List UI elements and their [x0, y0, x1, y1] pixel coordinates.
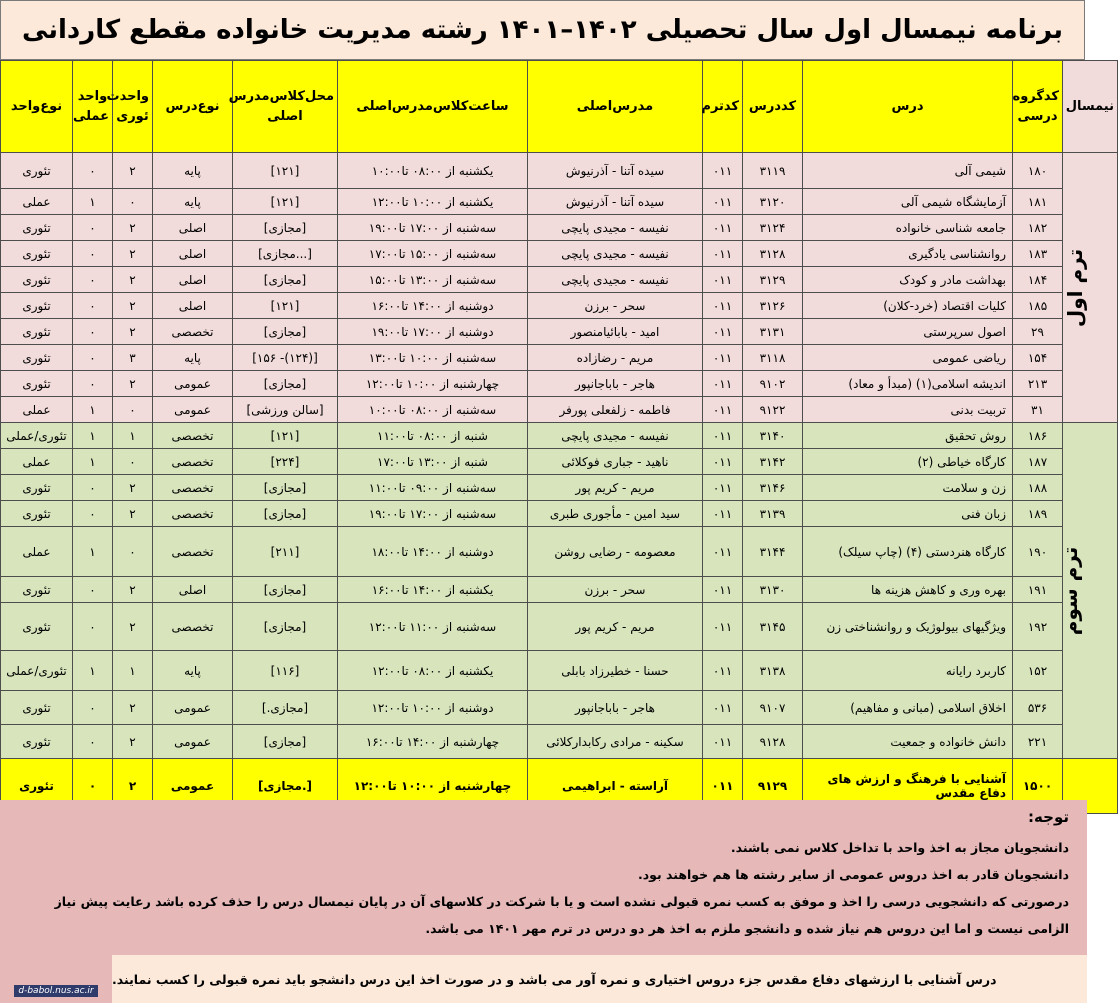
course-name-cell: آشنایی با فرهنگ و ارزش های دفاع مقدس [803, 759, 1013, 814]
location-cell: [مجازی] [233, 319, 338, 345]
practical-units-cell: ۰ [73, 603, 113, 651]
table-row [1, 345, 1118, 371]
term-code-cell: ۰۱۱ [703, 527, 743, 577]
course-name-cell: آزمایشگاه شیمی آلی [803, 189, 1013, 215]
course-code-cell: ۳۱۴۵ [743, 603, 803, 651]
term-code-cell: ۰۱۱ [703, 345, 743, 371]
table-row [1, 189, 1118, 215]
course-type-cell: تخصصی [153, 527, 233, 577]
course-code-cell: ۹۱۲۸ [743, 725, 803, 759]
header-term-code: کدترم [703, 61, 743, 153]
course-code-cell: ۳۱۳۹ [743, 501, 803, 527]
group-code-cell: ۱۸۶ [1013, 423, 1063, 449]
table-row [1, 371, 1118, 397]
header-row [1, 61, 1118, 153]
location-cell: [۱۲۱] [233, 293, 338, 319]
course-type-cell: تخصصی [153, 423, 233, 449]
practical-units-cell: ۰ [73, 759, 113, 814]
course-code-cell: ۳۱۲۴ [743, 215, 803, 241]
term-code-cell: ۰۱۱ [703, 759, 743, 814]
unit-type-cell: عملی [1, 449, 73, 475]
course-name-cell: زن و سلامت [803, 475, 1013, 501]
group-code-cell: ۲۹ [1013, 319, 1063, 345]
course-name-cell: اخلاق اسلامی (مبانی و مفاهیم) [803, 691, 1013, 725]
location-cell: [مجازی] [233, 215, 338, 241]
course-type-cell: تخصصی [153, 475, 233, 501]
course-name-cell: جامعه شناسی خانواده [803, 215, 1013, 241]
theory-units-cell: ۲ [113, 725, 153, 759]
location-cell: [(۱۲۴)- ۱۵۶] [233, 345, 338, 371]
course-type-cell: عمومی [153, 691, 233, 725]
time-cell: سه‌شنبه از ۱۱:۰۰ تا۱۲:۰۰ [338, 603, 528, 651]
course-code-cell: ۳۱۲۸ [743, 241, 803, 267]
term-code-cell: ۰۱۱ [703, 267, 743, 293]
course-name-cell: کلیات اقتصاد (خرد-کلان) [803, 293, 1013, 319]
course-name-cell: ریاضی عمومی [803, 345, 1013, 371]
header-theory-units: واحدت ئوری [113, 61, 153, 153]
group-code-cell: ۱۵۴ [1013, 345, 1063, 371]
term-code-cell: ۰۱۱ [703, 603, 743, 651]
practical-units-cell: ۰ [73, 501, 113, 527]
unit-type-cell: تئوری [1, 215, 73, 241]
unit-type-cell: تئوری [1, 577, 73, 603]
teacher-cell: مریم - کریم پور [528, 475, 703, 501]
course-code-cell: ۳۱۴۰ [743, 423, 803, 449]
practical-units-cell: ۱ [73, 423, 113, 449]
time-cell: یکشنبه از ۰۸:۰۰ تا۱۲:۰۰ [338, 651, 528, 691]
course-code-cell: ۹۱۲۲ [743, 397, 803, 423]
table-row [1, 691, 1118, 725]
time-cell: سه‌شنبه از ۱۷:۰۰ تا۱۹:۰۰ [338, 215, 528, 241]
course-code-cell: ۹۱۰۷ [743, 691, 803, 725]
course-name-cell: روش تحقیق [803, 423, 1013, 449]
unit-type-cell: تئوری [1, 725, 73, 759]
location-cell: [۲۱۱] [233, 527, 338, 577]
header-course-code: کددرس [743, 61, 803, 153]
group-code-cell: ۱۵۲ [1013, 651, 1063, 691]
course-name-cell: بهداشت مادر و کودک [803, 267, 1013, 293]
teacher-cell: فاطمه - زلفعلی پورفر [528, 397, 703, 423]
unit-type-cell: تئوری [1, 603, 73, 651]
theory-units-cell: ۲ [113, 215, 153, 241]
group-code-cell: ۱۸۲ [1013, 215, 1063, 241]
semester-label: ترم اول [1062, 248, 1087, 327]
semester-cell [1057, 423, 1118, 759]
course-type-cell: عمومی [153, 371, 233, 397]
term-code-cell: ۰۱۱ [703, 397, 743, 423]
theory-units-cell: ۲ [113, 241, 153, 267]
teacher-cell: هاجر - باباجانپور [528, 691, 703, 725]
semester-label: ترم سوم [1057, 546, 1082, 635]
theory-units-cell: ۲ [113, 153, 153, 189]
location-cell: [۱۲۱] [233, 153, 338, 189]
teacher-cell: حسنا - خطیرزاد بابلی [528, 651, 703, 691]
practical-units-cell: ۱ [73, 397, 113, 423]
table-row [1, 725, 1118, 759]
time-cell: دوشنبه از ۱۰:۰۰ تا۱۲:۰۰ [338, 691, 528, 725]
course-code-cell: ۳۱۳۰ [743, 577, 803, 603]
theory-units-cell: ۲ [113, 475, 153, 501]
time-cell: چهارشنبه از ۱۴:۰۰ تا۱۶:۰۰ [338, 725, 528, 759]
group-code-cell: ۱۸۴ [1013, 267, 1063, 293]
table-row [1, 241, 1118, 267]
theory-units-cell: ۲ [113, 319, 153, 345]
table-row [1, 215, 1118, 241]
time-cell: چهارشنبه از ۱۰:۰۰ تا۱۲:۰۰ [338, 759, 528, 814]
table-row [1, 603, 1118, 651]
table-row [1, 397, 1118, 423]
group-code-cell: ۵۳۶ [1013, 691, 1063, 725]
footer-note: درس آشنایی با ارزشهای دفاع مقدس جزء دروس اختیاری و نمره آور می باشد و در صورت اخذ این درس دانشجو باید نمره قبولی را کسب نمایند. [112, 955, 1087, 1003]
theory-units-cell: ۱ [113, 651, 153, 691]
notes-section [0, 800, 1087, 955]
term-code-cell: ۰۱۱ [703, 371, 743, 397]
group-code-cell: ۱۸۹ [1013, 501, 1063, 527]
course-name-cell: ویژگیهای بیولوژیک و روانشناختی زن [803, 603, 1013, 651]
teacher-cell: مریم - رضازاده [528, 345, 703, 371]
group-code-cell: ۱۸۸ [1013, 475, 1063, 501]
group-code-cell: ۱۹۱ [1013, 577, 1063, 603]
time-cell: دوشنبه از ۱۴:۰۰ تا۱۶:۰۰ [338, 293, 528, 319]
course-type-cell: اصلی [153, 293, 233, 319]
time-cell: دوشنبه از ۱۷:۰۰ تا۱۹:۰۰ [338, 319, 528, 345]
table-row [1, 501, 1118, 527]
term-code-cell: ۰۱۱ [703, 153, 743, 189]
header-course-type: نوع‌درس [153, 61, 233, 153]
term-code-cell: ۰۱۱ [703, 501, 743, 527]
location-cell: [.مجازی] [233, 759, 338, 814]
table-row [1, 293, 1118, 319]
theory-units-cell: ۲ [113, 501, 153, 527]
time-cell: سه‌شنبه از ۱۳:۰۰ تا۱۵:۰۰ [338, 267, 528, 293]
course-code-cell: ۳۱۱۸ [743, 345, 803, 371]
page-title: برنامه نیمسال اول سال تحصیلی ۱۴۰۲–۱۴۰۱ رشته مدیریت خانواده مقطع کاردانی [0, 0, 1085, 60]
location-cell: [۱۲۱] [233, 189, 338, 215]
course-name-cell: اندیشه اسلامی(۱) (مبدأ و معاد) [803, 371, 1013, 397]
table-row [1, 319, 1118, 345]
practical-units-cell: ۰ [73, 153, 113, 189]
practical-units-cell: ۰ [73, 725, 113, 759]
course-type-cell: پایه [153, 189, 233, 215]
term-code-cell: ۰۱۱ [703, 319, 743, 345]
course-name-cell: کاربرد رایانه [803, 651, 1013, 691]
time-cell: یکشنبه از ۱۴:۰۰ تا۱۶:۰۰ [338, 577, 528, 603]
course-type-cell: عمومی [153, 759, 233, 814]
unit-type-cell: عملی [1, 189, 73, 215]
header-group-code: کدگروه درسی [1013, 61, 1063, 153]
teacher-cell: مریم - کریم پور [528, 603, 703, 651]
course-type-cell: عمومی [153, 725, 233, 759]
teacher-cell: سیده آتنا - آذرنیوش [528, 153, 703, 189]
course-type-cell: اصلی [153, 215, 233, 241]
course-code-cell: ۳۱۴۲ [743, 449, 803, 475]
group-code-cell: ۱۵۰۰ [1013, 759, 1063, 814]
theory-units-cell: ۲ [113, 759, 153, 814]
location-cell: [سالن ورزشی] [233, 397, 338, 423]
header-time: ساعت‌کلاس‌مدرس‌اصلی [338, 61, 528, 153]
teacher-cell: امید - بابائیامنصور [528, 319, 703, 345]
group-code-cell: ۱۹۰ [1013, 527, 1063, 577]
group-code-cell: ۱۸۷ [1013, 449, 1063, 475]
course-type-cell: اصلی [153, 267, 233, 293]
site-watermark[interactable] [0, 955, 112, 1003]
term-code-cell: ۰۱۱ [703, 725, 743, 759]
group-code-cell: ۳۱ [1013, 397, 1063, 423]
course-type-cell: پایه [153, 651, 233, 691]
location-cell: [مجازی] [233, 725, 338, 759]
teacher-cell: ناهید - جباری فوکلائی [528, 449, 703, 475]
time-cell: سه‌شنبه از ۱۷:۰۰ تا۱۹:۰۰ [338, 501, 528, 527]
practical-units-cell: ۰ [73, 577, 113, 603]
teacher-cell: نفیسه - مجیدی پایچی [528, 215, 703, 241]
practical-units-cell: ۰ [73, 475, 113, 501]
location-cell: [۱۲۱] [233, 423, 338, 449]
teacher-cell: سید امین - مأجوری طبری [528, 501, 703, 527]
unit-type-cell: تئوری [1, 691, 73, 725]
theory-units-cell: ۲ [113, 293, 153, 319]
time-cell: یکشنبه از ۱۰:۰۰ تا۱۲:۰۰ [338, 189, 528, 215]
table-row [1, 475, 1118, 501]
location-cell: [۱۱۶] [233, 651, 338, 691]
course-type-cell: اصلی [153, 241, 233, 267]
course-code-cell: ۳۱۴۶ [743, 475, 803, 501]
course-type-cell: پایه [153, 153, 233, 189]
header-semester: نیمسال [1063, 61, 1118, 153]
course-type-cell: تخصصی [153, 449, 233, 475]
theory-units-cell: ۲ [113, 577, 153, 603]
practical-units-cell: ۰ [73, 241, 113, 267]
practical-units-cell: ۰ [73, 293, 113, 319]
header-unit-type: نوع‌واحد [1, 61, 73, 153]
course-type-cell: تخصصی [153, 501, 233, 527]
note-line: دانشجویان مجاز به اخذ واحد با تداخل کلاس نمی باشند. [730, 840, 1069, 855]
table-row [1, 527, 1118, 577]
teacher-cell: سحر - برزن [528, 577, 703, 603]
term-code-cell: ۰۱۱ [703, 423, 743, 449]
term-code-cell: ۰۱۱ [703, 475, 743, 501]
group-code-cell: ۱۸۰ [1013, 153, 1063, 189]
course-name-cell: کارگاه هنردستی (۴) (چاپ سیلک) [803, 527, 1013, 577]
unit-type-cell: تئوری [1, 501, 73, 527]
time-cell: سه‌شنبه از ۰۹:۰۰ تا۱۱:۰۰ [338, 475, 528, 501]
unit-type-cell: تئوری [1, 371, 73, 397]
practical-units-cell: ۰ [73, 215, 113, 241]
term-code-cell: ۰۱۱ [703, 449, 743, 475]
theory-units-cell: ۰ [113, 397, 153, 423]
note-line: الزامی نیست و اما این دروس هم نیاز شده و دانشجو ملزم به اخذ هر دو درس در ترم مهر ۱۴۰۱ می باشد. [425, 921, 1069, 936]
location-cell: [مجازی] [233, 267, 338, 293]
group-code-cell: ۲۲۱ [1013, 725, 1063, 759]
course-name-cell: تربیت بدنی [803, 397, 1013, 423]
unit-type-cell: تئوری/عملی [1, 651, 73, 691]
time-cell: شنبه از ۱۳:۰۰ تا۱۷:۰۰ [338, 449, 528, 475]
practical-units-cell: ۱ [73, 651, 113, 691]
unit-type-cell: تئوری [1, 153, 73, 189]
practical-units-cell: ۱ [73, 527, 113, 577]
course-type-cell: تخصصی [153, 603, 233, 651]
teacher-cell: سکینه - مرادی رکابدارکلائی [528, 725, 703, 759]
location-cell: [۲۲۴] [233, 449, 338, 475]
unit-type-cell: تئوری [1, 345, 73, 371]
time-cell: سه‌شنبه از ۱۰:۰۰ تا۱۳:۰۰ [338, 345, 528, 371]
course-code-cell: ۳۱۱۹ [743, 153, 803, 189]
time-cell: یکشنبه از ۰۸:۰۰ تا۱۰:۰۰ [338, 153, 528, 189]
semester-cell [1063, 153, 1118, 423]
header-teacher: مدرس‌اصلی [528, 61, 703, 153]
table-row [1, 651, 1118, 691]
unit-type-cell: تئوری/عملی [1, 423, 73, 449]
group-code-cell: ۱۸۱ [1013, 189, 1063, 215]
term-code-cell: ۰۱۱ [703, 189, 743, 215]
practical-units-cell: ۰ [73, 345, 113, 371]
watermark-text[interactable]: d-babol.nus.ac.ir [14, 985, 97, 997]
location-cell: [مجازی] [233, 577, 338, 603]
course-code-cell: ۹۱۲۹ [743, 759, 803, 814]
term-code-cell: ۰۱۱ [703, 691, 743, 725]
location-cell: [...مجازی] [233, 241, 338, 267]
course-code-cell: ۹۱۰۲ [743, 371, 803, 397]
time-cell: سه‌شنبه از ۱۵:۰۰ تا۱۷:۰۰ [338, 241, 528, 267]
teacher-cell: سیده آتنا - آذرنیوش [528, 189, 703, 215]
course-name-cell: اصول سرپرستی [803, 319, 1013, 345]
term-code-cell: ۰۱۱ [703, 215, 743, 241]
table-row [1, 423, 1118, 449]
schedule-body [1, 153, 1118, 814]
teacher-cell: معصومه - رضایی روشن [528, 527, 703, 577]
note-line: درصورتی که دانشجویی درسی را اخذ و موفق به کسب نمره قبولی نشده است و یا با شرکت در کلاسهای آن در پایان نیمسال درس را حذف کرده باشد رعایت پیش نیاز [54, 894, 1069, 909]
group-code-cell: ۲۱۳ [1013, 371, 1063, 397]
theory-units-cell: ۰ [113, 449, 153, 475]
term-code-cell: ۰۱۱ [703, 293, 743, 319]
theory-units-cell: ۰ [113, 527, 153, 577]
unit-type-cell: تئوری [1, 241, 73, 267]
practical-units-cell: ۰ [73, 691, 113, 725]
time-cell: چهارشنبه از ۱۰:۰۰ تا۱۲:۰۰ [338, 371, 528, 397]
location-cell: [مجازی] [233, 371, 338, 397]
unit-type-cell: تئوری [1, 293, 73, 319]
course-code-cell: ۳۱۴۴ [743, 527, 803, 577]
course-code-cell: ۳۱۳۱ [743, 319, 803, 345]
practical-units-cell: ۰ [73, 371, 113, 397]
header-location: محل‌کلاس‌مدرس اصلی [233, 61, 338, 153]
teacher-cell: آراسته - ابراهیمی [528, 759, 703, 814]
group-code-cell: ۱۸۳ [1013, 241, 1063, 267]
course-name-cell: بهره وری و کاهش هزینه ها [803, 577, 1013, 603]
course-type-cell: پایه [153, 345, 233, 371]
time-cell: شنبه از ۰۸:۰۰ تا۱۱:۰۰ [338, 423, 528, 449]
table-row [1, 267, 1118, 293]
group-code-cell: ۱۸۵ [1013, 293, 1063, 319]
course-code-cell: ۳۱۲۶ [743, 293, 803, 319]
time-cell: سه‌شنبه از ۰۸:۰۰ تا۱۰:۰۰ [338, 397, 528, 423]
teacher-cell: نفیسه - مجیدی پایچی [528, 267, 703, 293]
unit-type-cell: عملی [1, 527, 73, 577]
term-code-cell: ۰۱۱ [703, 241, 743, 267]
practical-units-cell: ۱ [73, 189, 113, 215]
theory-units-cell: ۲ [113, 267, 153, 293]
teacher-cell: سحر - برزن [528, 293, 703, 319]
course-code-cell: ۳۱۳۸ [743, 651, 803, 691]
practical-units-cell: ۱ [73, 449, 113, 475]
course-name-cell: شیمی آلی [803, 153, 1013, 189]
location-cell: [مجازی] [233, 501, 338, 527]
group-code-cell: ۱۹۲ [1013, 603, 1063, 651]
teacher-cell: نفیسه - مجیدی پایچی [528, 423, 703, 449]
unit-type-cell: تئوری [1, 475, 73, 501]
notes-heading: توجه: [1028, 808, 1069, 826]
theory-units-cell: ۲ [113, 603, 153, 651]
teacher-cell: نفیسه - مجیدی پایچی [528, 241, 703, 267]
schedule-table [0, 60, 1118, 814]
course-name-cell: دانش خانواده و جمعیت [803, 725, 1013, 759]
course-name-cell: کارگاه خیاطی (۲) [803, 449, 1013, 475]
location-cell: [مجازی] [233, 475, 338, 501]
location-cell: [مجازی.] [233, 691, 338, 725]
theory-units-cell: ۰ [113, 189, 153, 215]
course-name-cell: زبان فنی [803, 501, 1013, 527]
course-type-cell: اصلی [153, 577, 233, 603]
unit-type-cell: عملی [1, 397, 73, 423]
theory-units-cell: ۲ [113, 691, 153, 725]
note-line: دانشجویان قادر به اخذ دروس عمومی از سایر رشته ها هم خواهند بود. [637, 867, 1069, 882]
practical-units-cell: ۰ [73, 267, 113, 293]
course-name-cell: روانشناسی یادگیری [803, 241, 1013, 267]
location-cell: [مجازی] [233, 603, 338, 651]
theory-units-cell: ۱ [113, 423, 153, 449]
unit-type-cell: تئوری [1, 759, 73, 814]
time-cell: دوشنبه از ۱۴:۰۰ تا۱۸:۰۰ [338, 527, 528, 577]
teacher-cell: هاجر - باباجانپور [528, 371, 703, 397]
table-row [1, 577, 1118, 603]
header-course: درس [803, 61, 1013, 153]
course-code-cell: ۳۱۲۰ [743, 189, 803, 215]
course-type-cell: عمومی [153, 397, 233, 423]
practical-units-cell: ۰ [73, 319, 113, 345]
course-code-cell: ۳۱۲۹ [743, 267, 803, 293]
unit-type-cell: تئوری [1, 267, 73, 293]
theory-units-cell: ۳ [113, 345, 153, 371]
theory-units-cell: ۲ [113, 371, 153, 397]
header-practical-units: واحد عملی [73, 61, 113, 153]
table-row [1, 153, 1118, 189]
term-code-cell: ۰۱۱ [703, 651, 743, 691]
course-type-cell: تخصصی [153, 319, 233, 345]
table-row [1, 449, 1118, 475]
term-code-cell: ۰۱۱ [703, 577, 743, 603]
unit-type-cell: تئوری [1, 319, 73, 345]
